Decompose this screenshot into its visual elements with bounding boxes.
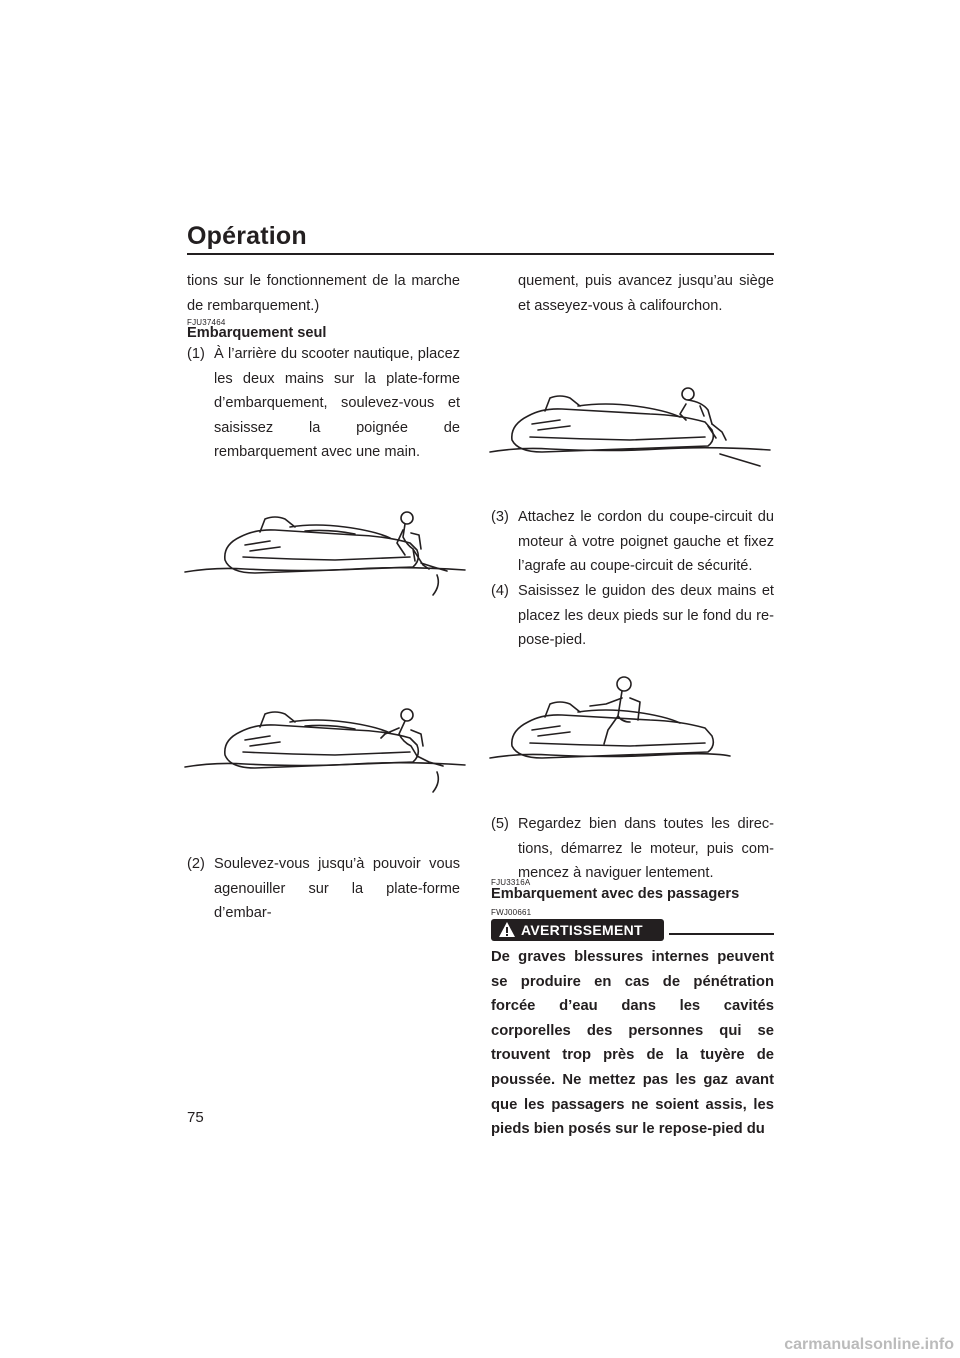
warning-rule [669,933,774,935]
page-number: 75 [187,1109,204,1126]
step-text: quement, puis avancez jusqu’au siège et asseyez-vous à califourchon. [518,273,774,314]
illustration-boarding-from-water [185,505,465,605]
warning-triangle-icon [498,921,516,938]
step-number: (2) [187,856,205,872]
warning-label: AVERTISSEMENT [521,922,643,938]
step-number: (4) [491,583,509,599]
section-heading: Embarquement avec des passagers [491,886,740,902]
section-code: FJU37464 [187,318,226,327]
section-heading: Embarquement seul [187,325,327,341]
step-number: (5) [491,816,509,832]
step-2 [187,852,460,926]
illustration-pulling-up [185,700,465,800]
illustration-kneeling [490,380,775,480]
step-number: (3) [491,509,509,525]
step-4 [491,579,774,653]
step-5 [491,812,774,886]
warning-code: FWJ00661 [491,908,532,917]
step-text: Attachez le cordon du coupe-circuit du moteur à votre poignet gauche et fixez l’agrafe au coupe-circuit de sécurité. [518,509,774,575]
section-code: FJU3316A [491,878,531,887]
header-rule [187,253,774,255]
step-1 [187,342,460,465]
step-3 [491,505,774,579]
watermark: carmanualsonline.info [784,1336,954,1353]
warning-badge [491,919,664,941]
page-title: Opération [187,222,307,250]
warning-text: De graves blessures internes peuvent se produire en cas de pénétration forcée d’eau dans les cavités corporelles des personnes qui se trouvent trop près de la tuyère de poussée. Ne mettez pas les gaz avant que les passagers ne soient assis, les pieds bien posés sur le repose-pied du [491,949,774,1138]
step-text: Regardez bien dans toutes les directions, démarrez le moteur, puis commencez à naviguer lentement. [518,816,774,882]
step-text: Soulevez-vous jusqu’à pouvoir vous agenouiller sur la plate-forme d’embar- [214,856,460,922]
step-number: (1) [187,346,205,362]
illustration-seated-rider [490,672,775,782]
step-text: À l’arrière du scooter nautique, placez les deux mains sur la plate-forme d’embarquement, soulevez-vous et saisissez la poignée de rembarquement avec une main. [214,346,460,461]
step-2-continued [491,269,774,318]
step-text: Saisissez le guidon des deux mains et placez les deux pieds sur le fond du repose-pied. [518,583,774,649]
intro-paragraph: tions sur le fonctionnement de la marche de rembarquement.) [187,273,460,314]
